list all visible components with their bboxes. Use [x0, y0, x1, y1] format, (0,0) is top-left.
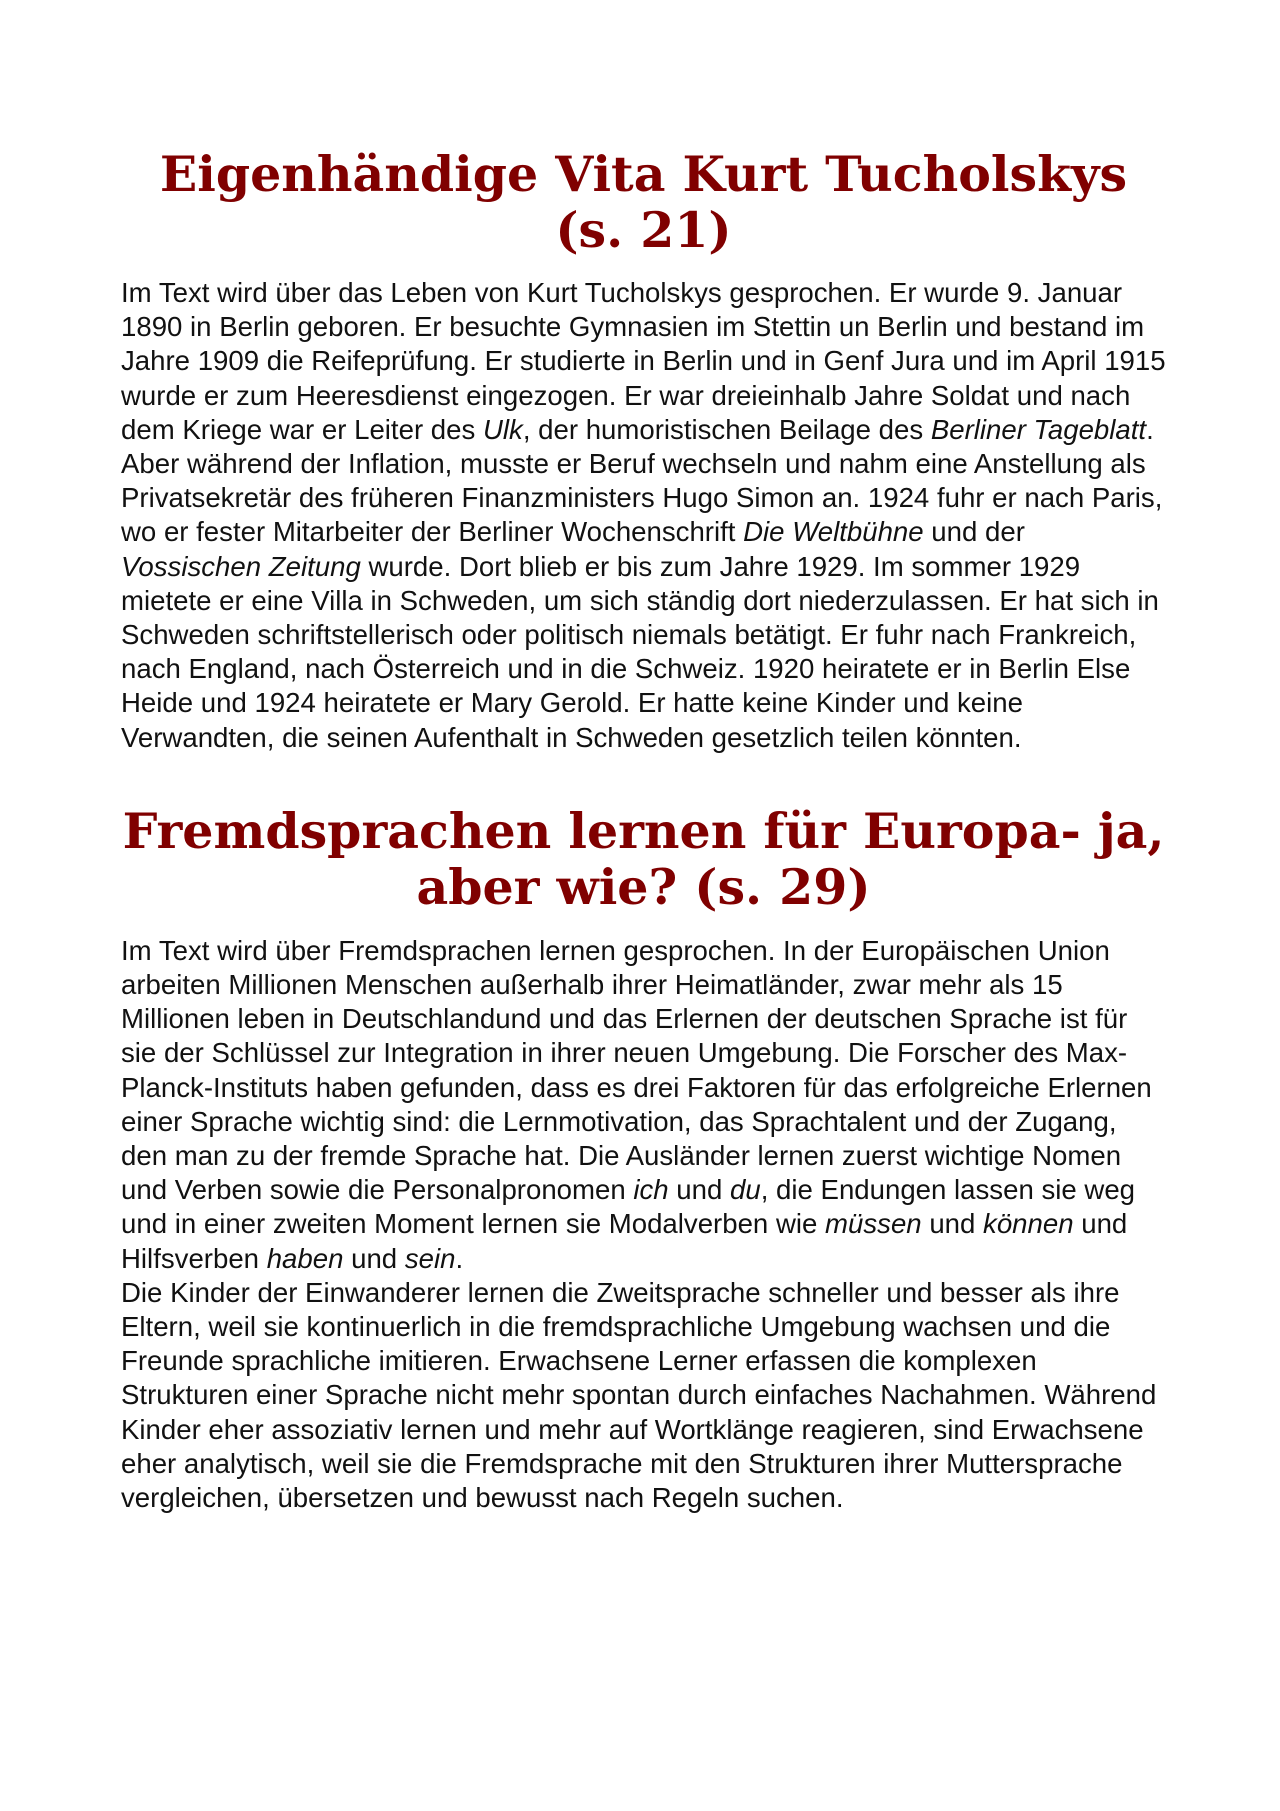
- section-2-title: Fremdsprachen lernen für Europa- ja, aber wie? (s. 29): [122, 801, 1165, 916]
- section-2-text: und: [343, 1242, 405, 1274]
- italic-ich: ich: [633, 1174, 669, 1206]
- section-2-text: .: [455, 1242, 464, 1274]
- italic-berliner-tageblatt: Berliner Tageblatt: [930, 413, 1147, 445]
- italic-koennen: können: [983, 1208, 1074, 1240]
- section-2-text: und Hilfsverben: [121, 1208, 1128, 1274]
- italic-du: du: [730, 1174, 761, 1206]
- section-2-text: und: [668, 1174, 731, 1206]
- document-page: [121, 146, 1166, 1515]
- section-2-text: Im Text wird über Fremdsprachen lernen gesprochen. In der Europäischen Union arbeiten Millionen Menschen außerhalb ihrer Heimatländer, zwar mehr als 15 Millionen leben in Deutschlandund und das Erlernen der deutschen Sprache ist für sie der Schlüssel zur Integration in ihrer neuen Umgebung. Die Forscher des Max-Planck-Instituts haben gefunden, dass es drei Faktoren für das erfolgreiche Erlernen einer Sprache wichtig sind: die Lernmotivation, das Sprachtalent und der Zugang, den man zu der fremde Sprache hat. Die Ausländer lernen zuerst wichtige Nomen und Verben sowie die Personalpronomen: [121, 934, 1152, 1206]
- italic-vossischen-zeitung: Vossischen Zeitung: [121, 550, 361, 582]
- section-2-paragraph-2: Die Kinder der Einwanderer lernen die Zweitsprache schneller und besser als ihre Eltern, weil sie kontinuerlich in die fremdsprachliche Umgebung wachsen und die Freunde sprachliche imitieren. Erwachsene Lerner erfassen die komplexen Strukturen einer Sprache nicht mehr spontan durch einfaches Nachahmen. Während Kinder eher assoziativ lernen und mehr auf Wortklänge reagieren, sind Erwachsene eher analytisch, weil sie die Fremdsprache mit den Strukturen ihrer Muttersprache vergleichen, übersetzen und bewusst nach Regeln suchen.: [121, 1276, 1157, 1514]
- italic-muessen: müssen: [825, 1208, 922, 1240]
- section-2-paragraph-1: [121, 934, 1166, 1276]
- section-1-paragraph: [121, 276, 1166, 755]
- section-1-title: Eigenhändige Vita Kurt Tucholskys (s. 21): [159, 145, 1128, 259]
- section-1-text: wurde. Dort blieb er bis zum Jahre 1929. Im sommer 1929 mietete er eine Villa in Schweden, um sich ständig dort niederzulassen. Er hat sich in Schweden schriftstellerisch oder politisch niemals betätigt. Er fuhr nach Frankreich, nach England, nach Österreich und in die Schweiz. 1920 heiratete er in Berlin Else Heide und 1924 heiratete er Mary Gerold. Er hatte keine Kinder und keine Verwandten, die seinen Aufenthalt in Schweden gesetzlich teilen könnten.: [121, 550, 1159, 753]
- italic-ulk: Ulk: [482, 413, 523, 445]
- section-1-text: , der humoristischen Beilage des: [522, 413, 931, 445]
- section-1-text: Im Text wird über das Leben von Kurt Tucholskys gesprochen. Er wurde 9. Januar 1890 in Berlin geboren. Er besuchte Gymnasien im Stettin un Berlin und bestand im Jahre 1909 die Reifeprüfung. Er studierte in Berlin und in Genf Jura und im April 1915 wurde er zum Heeresdienst eingezogen. Er war dreieinhalb Jahre Soldat und nach dem Kriege war er Leiter des: [121, 277, 1166, 445]
- italic-haben: haben: [266, 1242, 344, 1274]
- section-1-text: . Aber während der Inflation, musste er Beruf wechseln und nahm eine Anstellung als Privatsekretär des früheren Finanzministers Hugo Simon an. 1924 fuhr er nach Paris, wo er fester Mitarbeiter der Berliner Wochenschrift: [121, 413, 1163, 548]
- italic-die-weltbuehne: Die Weltbühne: [743, 516, 924, 548]
- italic-sein: sein: [404, 1242, 456, 1274]
- section-1-text: und der: [923, 516, 1025, 548]
- section-2-text: , die Endungen lassen sie weg und in einer zweiten Moment lernen sie Modalverben wie: [121, 1174, 1136, 1240]
- section-2-text: und: [921, 1208, 984, 1240]
